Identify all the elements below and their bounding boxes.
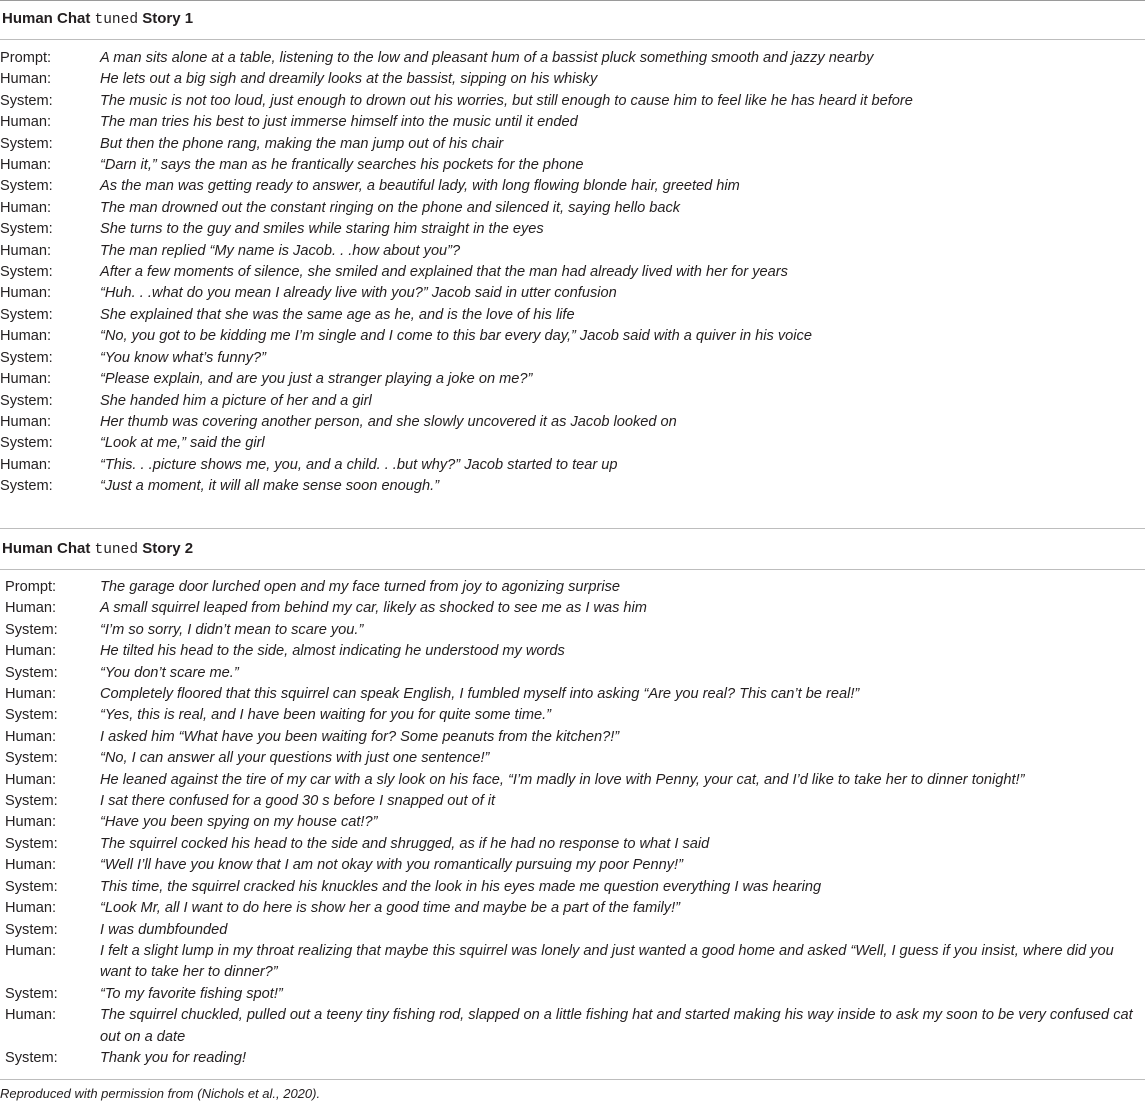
speaker-label: System: bbox=[5, 835, 58, 852]
top-rule bbox=[0, 0, 1145, 1]
dialogue-row bbox=[0, 455, 1145, 476]
utterance-text: A man sits alone at a table, listening to the low and pleasant hum of a bassist pluck something smooth and jazzy nearby bbox=[100, 50, 874, 66]
speaker-label: Human: bbox=[0, 71, 52, 88]
speaker-label: Prompt: bbox=[5, 579, 57, 595]
speaker-label: Prompt: bbox=[0, 50, 52, 66]
utterance-text: “To my favorite fishing spot!” bbox=[100, 985, 283, 1002]
utterance-text: “Look at me,” said the girl bbox=[100, 435, 265, 452]
speaker-label: Human: bbox=[0, 242, 52, 259]
dialogue-row bbox=[0, 69, 1145, 90]
speaker-label: System: bbox=[0, 264, 53, 281]
dialogue-row bbox=[0, 391, 1145, 412]
speaker-label: Human: bbox=[5, 771, 57, 788]
utterance-text: The squirrel cocked his head to the side and shrugged, as if he had no response to what I said bbox=[100, 835, 710, 852]
utterance-text: “Look Mr, all I want to do here is show her a good time and maybe be a part of the family!” bbox=[100, 900, 680, 917]
speaker-label: System: bbox=[0, 92, 53, 109]
dialogue-row bbox=[0, 91, 1145, 112]
section-rule bbox=[0, 528, 1145, 529]
speaker-label: Human: bbox=[5, 900, 57, 917]
utterance-text: I was dumbfounded bbox=[100, 921, 228, 938]
dialogue-row bbox=[0, 219, 1145, 240]
speaker-label: Human: bbox=[0, 157, 52, 174]
dialogue-row bbox=[0, 920, 1145, 941]
speaker-label: Human: bbox=[5, 643, 57, 660]
story-2-title-part1: Human Chat bbox=[2, 540, 91, 557]
speaker-label: System: bbox=[0, 221, 53, 238]
dialogue-row bbox=[0, 412, 1145, 433]
dialogue-row bbox=[0, 433, 1145, 454]
utterance-text: “Please explain, and are you just a stranger playing a joke on me?” bbox=[100, 371, 533, 388]
speaker-label: Human: bbox=[5, 686, 57, 703]
utterance-text: Her thumb was covering another person, and she slowly uncovered it as Jacob looked on bbox=[100, 413, 677, 430]
utterance-text: “Darn it,” says the man as he frantically searches his pockets for the phone bbox=[100, 157, 584, 174]
speaker-label: System: bbox=[5, 664, 58, 681]
story-2-title-tuned: tuned bbox=[94, 542, 139, 558]
story-2-title bbox=[2, 539, 193, 559]
utterance-text: “Huh. . .what do you mean I already live with you?” Jacob said in utter confusion bbox=[100, 285, 617, 302]
utterance-text: He lets out a big sigh and dreamily looks at the bassist, sipping on his whisky bbox=[100, 71, 598, 88]
dialogue-row bbox=[0, 348, 1145, 369]
utterance-text: As the man was getting ready to answer, a beautiful lady, with long flowing blonde hair, greeted him bbox=[100, 178, 740, 195]
story-2-header-rule bbox=[0, 569, 1145, 570]
utterance-text: He tilted his head to the side, almost indicating he understood my words bbox=[100, 643, 565, 660]
utterance-text: “You know what’s funny?” bbox=[100, 349, 267, 366]
story-1-title-part3: Story 1 bbox=[142, 10, 194, 27]
utterance-text: “I’m so sorry, I didn’t mean to scare you.” bbox=[100, 621, 364, 638]
story-1-dialogue bbox=[0, 48, 1145, 498]
dialogue-row bbox=[0, 198, 1145, 219]
utterance-text: “Yes, this is real, and I have been waiting for you for quite some time.” bbox=[100, 707, 552, 724]
utterance-text: “You don’t scare me.” bbox=[100, 664, 239, 681]
utterance-text: The man replied “My name is Jacob. . .how about you”? bbox=[100, 242, 461, 259]
speaker-label: System: bbox=[0, 349, 53, 366]
utterance-text: The man tries his best to just immerse himself into the music until it ended bbox=[100, 114, 578, 131]
dialogue-row bbox=[0, 241, 1145, 262]
dialogue-row bbox=[0, 1005, 1145, 1048]
dialogue-row bbox=[0, 283, 1145, 304]
dialogue-row bbox=[0, 48, 1145, 69]
speaker-label: Human: bbox=[0, 328, 52, 345]
utterance-text: He leaned against the tire of my car with a sly look on his face, “I’m madly in love with Penny, your cat, and I’d like to take her to dinner tonight!” bbox=[100, 771, 1025, 788]
speaker-label: Human: bbox=[0, 285, 52, 302]
dialogue-row bbox=[0, 1048, 1145, 1069]
bottom-rule bbox=[0, 1079, 1145, 1080]
utterance-text: This time, the squirrel cracked his knuckles and the look in his eyes made me question everything I was hearing bbox=[100, 878, 822, 895]
speaker-label: System: bbox=[0, 478, 53, 495]
speaker-label: Human: bbox=[0, 456, 52, 473]
utterance-text: I felt a slight lump in my throat realizing that maybe this squirrel was lonely and just wanted a good home and asked “Well, I guess if you insist, where did you want to take her to dinner?” bbox=[100, 942, 1114, 981]
utterance-text: The squirrel chuckled, pulled out a teeny tiny fishing rod, slapped on a little fishing hat and started making his way inside to ask my soon to be very confused cat out on a date bbox=[100, 1007, 1133, 1045]
dialogue-row bbox=[0, 748, 1145, 769]
dialogue-row bbox=[0, 641, 1145, 662]
dialogue-row bbox=[0, 941, 1145, 984]
utterance-text: After a few moments of silence, she smiled and explained that the man had already lived with her for years bbox=[100, 264, 788, 281]
dialogue-row bbox=[0, 620, 1145, 641]
speaker-label: Human: bbox=[5, 942, 57, 959]
dialogue-row bbox=[0, 834, 1145, 855]
speaker-label: Human: bbox=[5, 1007, 57, 1024]
utterance-text: She turns to the guy and smiles while staring him straight in the eyes bbox=[100, 221, 544, 238]
dialogue-row bbox=[0, 598, 1145, 619]
dialogue-row bbox=[0, 663, 1145, 684]
footnote: Reproduced with permission from (Nichols et al., 2020). bbox=[0, 1086, 321, 1101]
dialogue-row bbox=[0, 727, 1145, 748]
speaker-label: Human: bbox=[5, 814, 57, 831]
utterance-text: I sat there confused for a good 30 s before I snapped out of it bbox=[100, 793, 496, 810]
speaker-label: System: bbox=[0, 392, 53, 409]
dialogue-row bbox=[0, 476, 1145, 497]
utterance-text: “Just a moment, it will all make sense soon enough.” bbox=[100, 478, 440, 495]
dialogue-row bbox=[0, 305, 1145, 326]
dialogue-row bbox=[0, 326, 1145, 347]
utterance-text: “No, I can answer all your questions with just one sentence!” bbox=[100, 750, 490, 767]
speaker-label: System: bbox=[5, 878, 58, 895]
speaker-label: Human: bbox=[5, 600, 57, 617]
dialogue-row bbox=[0, 812, 1145, 833]
speaker-label: Human: bbox=[0, 413, 52, 430]
utterance-text: “No, you got to be kidding me I’m single and I come to this bar every day,” Jacob said with a quiver in his voice bbox=[100, 328, 812, 345]
story-2-title-part3: Story 2 bbox=[142, 540, 194, 557]
dialogue-row bbox=[0, 369, 1145, 390]
story-1-title-part1: Human Chat bbox=[2, 10, 91, 27]
utterance-text: She handed him a picture of her and a girl bbox=[100, 392, 372, 409]
utterance-text: The music is not too loud, just enough to drown out his worries, but still enough to cause him to feel like he has heard it before bbox=[100, 92, 913, 109]
utterance-text: Thank you for reading! bbox=[100, 1049, 247, 1066]
speaker-label: System: bbox=[0, 435, 53, 452]
dialogue-row bbox=[0, 855, 1145, 876]
speaker-label: System: bbox=[0, 178, 53, 195]
dialogue-row bbox=[0, 176, 1145, 197]
dialogue-row bbox=[0, 791, 1145, 812]
speaker-label: System: bbox=[5, 921, 58, 938]
dialogue-row bbox=[0, 134, 1145, 155]
dialogue-row bbox=[0, 898, 1145, 919]
dialogue-row bbox=[0, 984, 1145, 1005]
utterance-text: “Have you been spying on my house cat!?” bbox=[100, 814, 378, 831]
utterance-text: The man drowned out the constant ringing on the phone and silenced it, saying hello back bbox=[100, 199, 681, 216]
speaker-label: System: bbox=[5, 1049, 58, 1066]
utterance-text: “This. . .picture shows me, you, and a child. . .but why?” Jacob started to tear up bbox=[100, 456, 618, 473]
utterance-text: The garage door lurched open and my face turned from joy to agonizing surprise bbox=[100, 579, 621, 595]
utterance-text: She explained that she was the same age as he, and is the love of his life bbox=[100, 306, 575, 323]
utterance-text: “Well I’ll have you know that I am not okay with you romantically pursuing my poor Penny!” bbox=[100, 857, 683, 874]
speaker-label: Human: bbox=[0, 371, 52, 388]
dialogue-row bbox=[0, 877, 1145, 898]
story-2-dialogue bbox=[0, 577, 1145, 1069]
speaker-label: System: bbox=[5, 750, 58, 767]
utterance-text: Completely floored that this squirrel can speak English, I fumbled myself into asking “Are you real? This can’t be real!” bbox=[100, 686, 860, 703]
utterance-text: I asked him “What have you been waiting for? Some peanuts from the kitchen?!” bbox=[100, 728, 620, 745]
speaker-label: System: bbox=[0, 135, 53, 152]
speaker-label: System: bbox=[5, 707, 58, 724]
story-1-header-rule bbox=[0, 39, 1145, 40]
dialogue-row bbox=[0, 155, 1145, 176]
dialogue-row bbox=[0, 770, 1145, 791]
utterance-text: But then the phone rang, making the man jump out of his chair bbox=[100, 135, 504, 152]
speaker-label: Human: bbox=[5, 728, 57, 745]
speaker-label: System: bbox=[5, 793, 58, 810]
dialogue-row bbox=[0, 262, 1145, 283]
speaker-label: Human: bbox=[5, 857, 57, 874]
dialogue-row bbox=[0, 112, 1145, 133]
story-1-title-tuned: tuned bbox=[94, 12, 139, 28]
speaker-label: System: bbox=[0, 306, 53, 323]
speaker-label: System: bbox=[5, 985, 58, 1002]
story-1-title bbox=[2, 9, 193, 29]
speaker-label: Human: bbox=[0, 199, 52, 216]
speaker-label: System: bbox=[5, 621, 58, 638]
speaker-label: Human: bbox=[0, 114, 52, 131]
dialogue-row bbox=[0, 577, 1145, 598]
dialogue-row bbox=[0, 705, 1145, 726]
dialogue-row bbox=[0, 684, 1145, 705]
utterance-text: A small squirrel leaped from behind my car, likely as shocked to see me as I was him bbox=[100, 600, 647, 617]
